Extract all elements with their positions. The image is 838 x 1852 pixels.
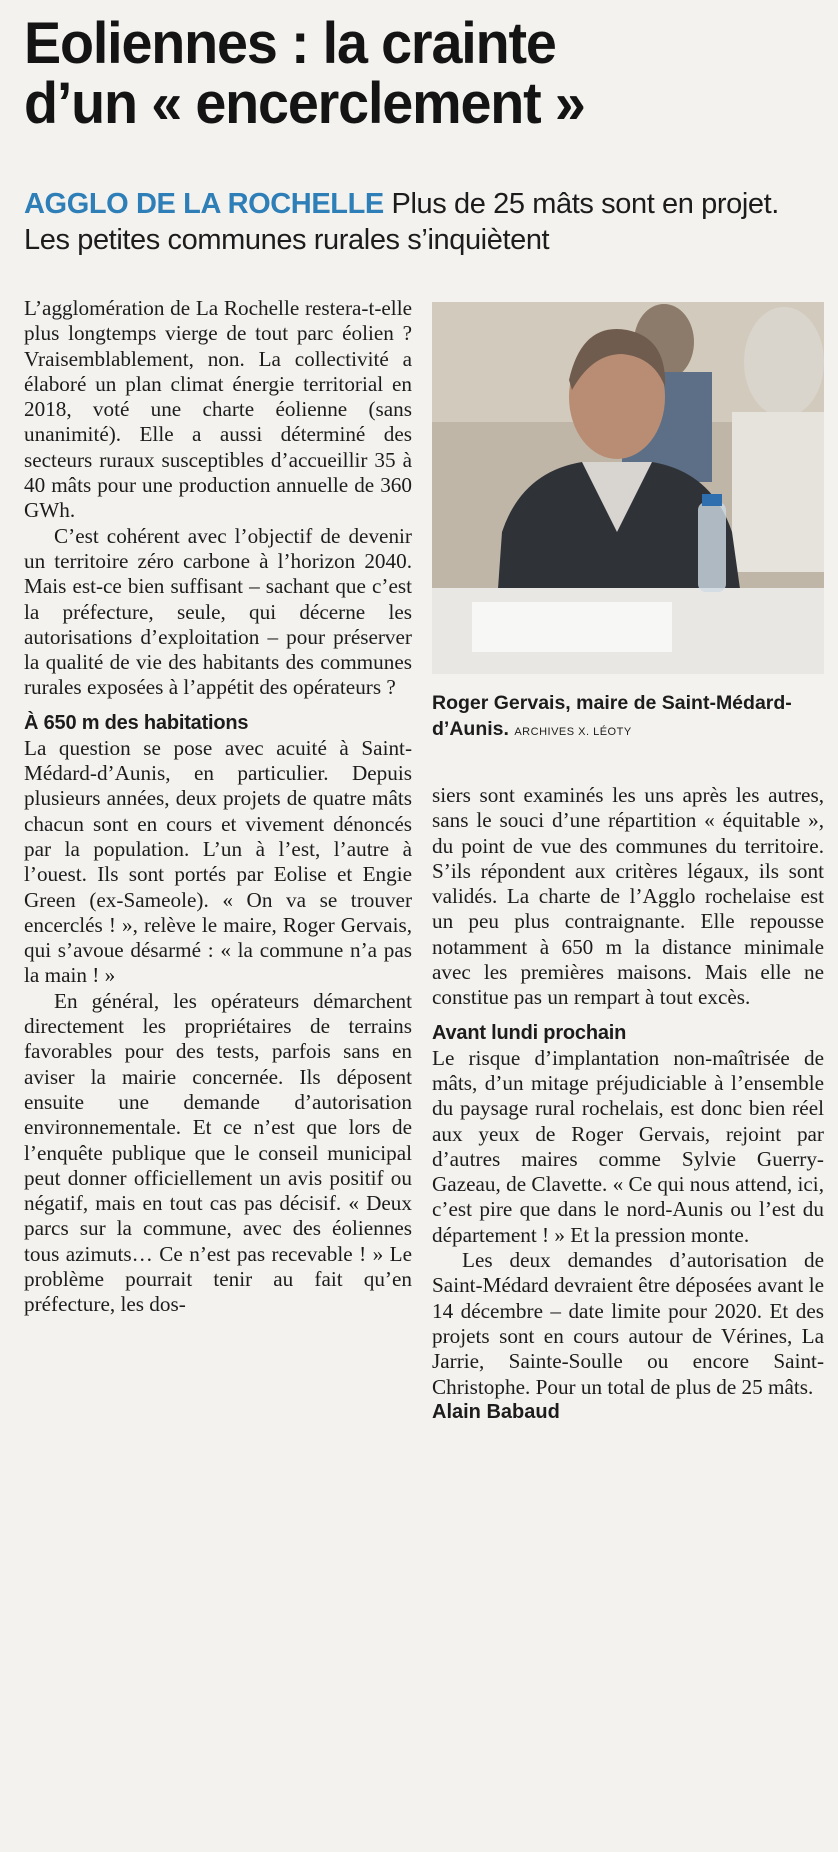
paragraph: Les deux demandes d’autorisation de Saint-Médard devraient être déposées avant le 14 décembre – date limite pour 2020. Et des projets sont en cours autour de Vérines, La Jarrie, Sainte-Soulle ou encore Saint-Christophe. Pour un total de plus de 25 mâts. <box>432 1248 824 1399</box>
headline-line-1: Eoliennes : la crainte <box>24 11 556 76</box>
paragraph: siers sont examinés les uns après les autres, sans le souci d’une répartition « équitable », du point de vue des communes du territoire. S’ils répondent aux critères légaux, ils sont validés. La charte de l’Agglo rochelaise est un peu plus contraignante. Elle repousse notamment à 650 m la distance minimale avec les premières maisons. Mais elle ne constitue pas un rempart à tout excès. <box>432 783 824 1010</box>
caption-text: Roger Gervais, maire de Saint-Médard-d’Aunis. <box>432 692 792 740</box>
kicker: AGGLO DE LA ROCHELLE <box>24 188 384 220</box>
paragraph: L’agglomération de La Rochelle restera-t-elle plus longtemps vierge de tout parc éolien ? Vraisemblablement, non. La collectivité a élaboré un plan climat énergie territorial en 2018, voté une charte éolienne (sans unanimité). Elle a aussi déterminé des secteurs ruraux susceptibles d’accueillir 35 à 40 mâts pour une production annuelle de 360 GWh. <box>24 296 412 523</box>
portrait-photo <box>432 302 824 674</box>
subhead-text: Plus de 25 mâts sont en projet. Les petites communes rurales s’inquiètent <box>24 188 779 256</box>
paragraph: En général, les opérateurs démarchent directement les propriétaires de terrains favorables pour des tests, parfois sans en aviser la mairie concernée. Ils déposent ensuite une demande d’autorisation environnementale. Et ce n’est que lors de l’enquête publique que le conseil municipal peut donner officiellement un avis positif ou négatif, mais en tout cas pas décisif. « Deux parcs sur la commune, avec des éoliennes tous azimuts… Ce n’est pas recevable ! » Le problème pourrait tenir au fait qu’en préfecture, les dos- <box>24 988 412 1317</box>
portrait-illustration <box>432 302 824 674</box>
crosshead-habitations: À 650 m des habitations <box>24 711 249 734</box>
photo-credit: ARCHIVES X. LÉOTY <box>514 726 632 738</box>
paragraph: La question se pose avec acuité à Saint-Médard-d’Aunis, en particulier. Depuis plusieurs années, deux projets de quatre mâts chacun sont en cours et vivement dénoncés par la population. L’un à l’est, l’autre à l’ouest. Ils sont portés par Eolise et Engie Green (ex-Sameole). « On va se trouver encerclés ! », relève le maire, Roger Gervais, qui s’avoue désarmé : « la commune n’a pas la main ! » <box>24 735 412 988</box>
paragraph: Le risque d’implantation non-maîtrisée de mâts, d’un mitage préjudiciable à l’ensemble du paysage rural rochelais, est donc bien réel aux yeux de Roger Gervais, rejoint par d’autres maires comme Sylvie Guerry-Gazeau, de Clavette. « Ce qui nous attend, ici, c’est pire que dans le nord-Aunis ou l’est du département ! » Et la pression monte. <box>432 1045 824 1247</box>
headline-line-2: d’un « encerclement » <box>24 71 585 136</box>
byline: Alain Babaud <box>432 1400 560 1423</box>
headline <box>24 11 792 136</box>
crosshead-lundi: Avant lundi prochain <box>432 1021 627 1044</box>
subheadline <box>24 186 824 258</box>
paragraph: C’est cohérent avec l’objectif de devenir un territoire zéro carbone à l’horizon 2040. Mais est-ce bien suffisant – sachant que c’est la préfecture, seule, qui décerne les autorisations d’exploitation – pour préserver la qualité de vie des habitants des communes rurales exposées à l’appétit des opérateurs ? <box>24 523 412 700</box>
column-right <box>432 783 824 1425</box>
photo-caption <box>432 690 824 745</box>
column-left <box>24 296 412 1318</box>
